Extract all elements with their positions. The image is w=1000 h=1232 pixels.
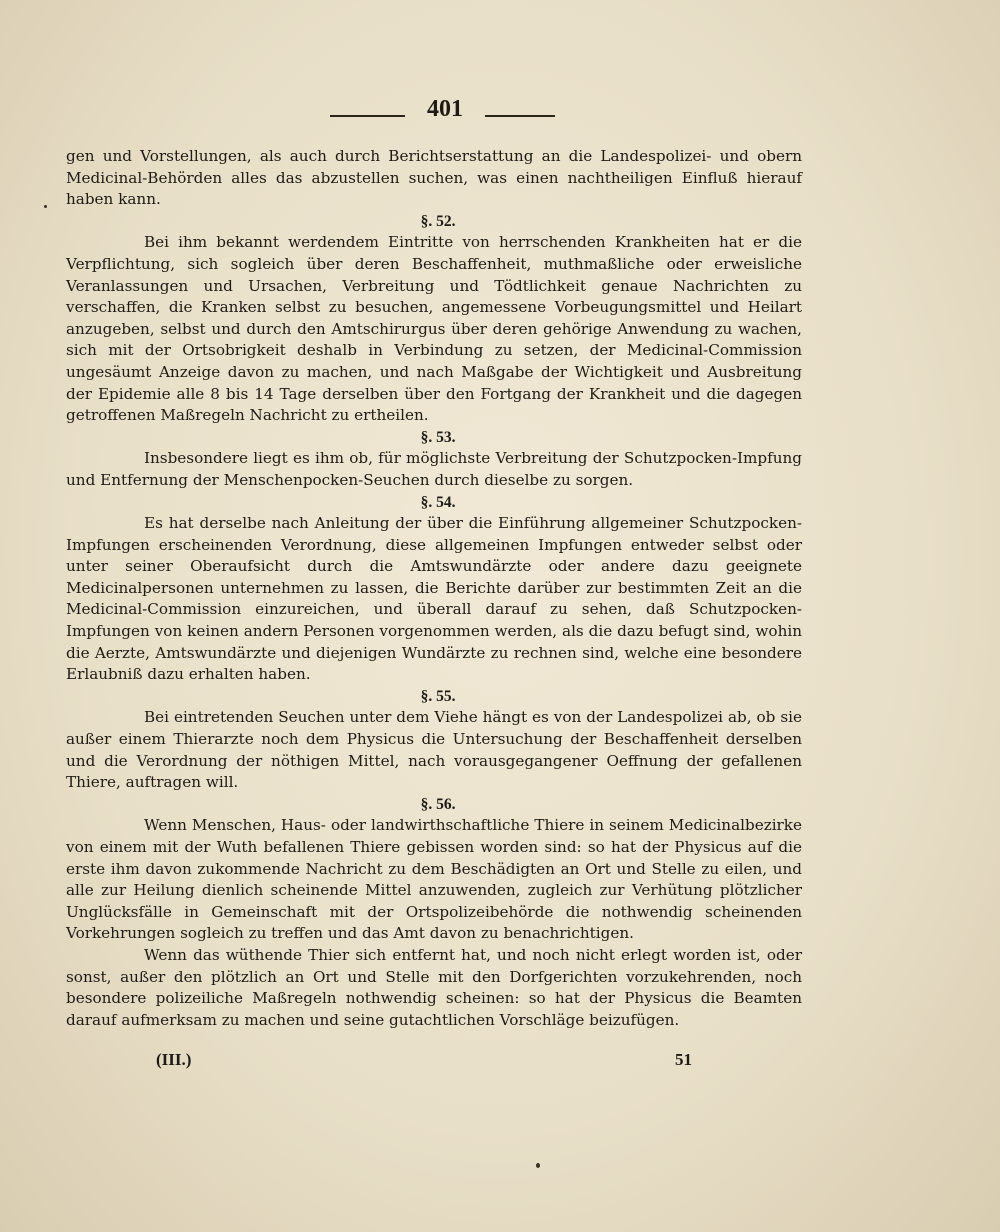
section-heading-54: §. 54. [420,493,456,511]
intro-paragraph: gen und Vorstellungen, als auch durch Berichtserstattung an die Landespolizei- und obern Medicinal-Behörden alles das abzustellen suchen, was einen nachtheiligen Einfluß hierauf haben kann. [66,147,802,209]
header-rule-right [485,115,555,117]
section-56-paragraph-2: Wenn das wüthende Thier sich entfernt hat, und noch nicht erlegt worden ist, oder sonst, außer den plötzlich an Ort und Stelle mit den Dorfgerichten vorzukehrenden, noch besondere polizeiliche Maßregeln nothwendig scheinen: so hat der Physicus die Beamten darauf aufmerksam zu machen und seine gutachtlichen Vorschläge beizufügen. [66,945,802,1029]
page-footer [0,1050,1000,1074]
body-text [66,146,802,1031]
page-header [0,96,1000,132]
section-heading-52: §. 52. [420,212,456,230]
header-rule-left [330,115,405,117]
section-55-paragraph: Bei eintretenden Seuchen unter dem Viehe hängt es von der Landespolizei ab, ob sie außer einem Thierarzte noch dem Physicus die Untersuchung der Beschaffenheit derselben und die Verordnung der nöthigen Mittel, nach vorausgegangener Oeffnung der gefallenen Thiere, auftragen will. [66,708,802,792]
ink-speck [44,205,47,208]
section-heading-56: §. 56. [420,795,456,813]
section-heading-53: §. 53. [420,428,456,446]
signature-mark-left: (III.) [156,1050,192,1069]
section-heading-55: §. 55. [420,687,456,705]
ink-speck [536,1163,540,1168]
section-52-paragraph: Bei ihm bekannt werdendem Eintritte von herrschenden Krankheiten hat er die Verpflichtung, sich sogleich über deren Beschaffenheit, muthmaßliche oder erweisliche Veranlassungen und Ursachen, Verbreitung und Tödtlichkeit genaue Nachrichten zu verschaffen, die Kranken selbst zu besuchen, angemessene Vorbeugungsmittel und Heilart anzugeben, selbst und durch den Amtschirurgus über deren gehörige Anwendung zu wachen, sich mit der Ortsobrigkeit deshalb in Verbindung zu setzen, der Medicinal-Commission ungesäumt Anzeige davon zu machen, und nach Maßgabe der Wichtigkeit und Ausbreitung der Epidemie alle 8 bis 14 Tage derselben über den Fortgang der Krankheit und die dagegen getroffenen Maßregeln Nachricht zu ertheilen. [66,233,802,425]
signature-mark-right: 51 [675,1050,692,1069]
page-number: 401 [427,96,463,122]
section-53-paragraph: Insbesondere liegt es ihm ob, für möglichste Verbreitung der Schutzpocken-Impfung und Entfernung der Menschenpocken-Seuchen durch dieselbe zu sorgen. [66,449,802,489]
section-54-paragraph: Es hat derselbe nach Anleitung der über die Einführung allgemeiner Schutzpocken-Impfungen erscheinenden Verordnung, diese allgemeinen Impfungen entweder selbst oder unter seiner Oberaufsicht durch die Amtswundärzte oder andere dazu geeignete Medicinalpersonen unternehmen zu lassen, die Berichte darüber zur bestimmten Zeit an die Medicinal-Commission einzureichen, und überall darauf zu sehen, daß Schutzpocken-Impfungen von keinen andern Personen vorgenommen werden, als die dazu befugt sind, wohin die Aerzte, Amtswundärzte und diejenigen Wundärzte zu rechnen sind, welche eine besondere Erlaubniß dazu erhalten haben. [66,514,802,684]
section-56-paragraph-1: Wenn Menschen, Haus- oder landwirthschaftliche Thiere in seinem Medicinalbezirke von einem mit der Wuth befallenen Thiere gebissen worden sind: so hat der Physicus auf die erste ihm davon zukommende Nachricht zu dem Beschädigten an Ort und Stelle zu eilen, und alle zur Heilung dienlich scheinende Mittel anzuwenden, zugleich zur Verhütung plötzlicher Unglücksfälle in Gemeinschaft mit der Ortspolizeibehörde die nothwendig scheinenden Vorkehrungen sogleich zu treffen und das Amt davon zu benachrichtigen. [66,816,802,943]
